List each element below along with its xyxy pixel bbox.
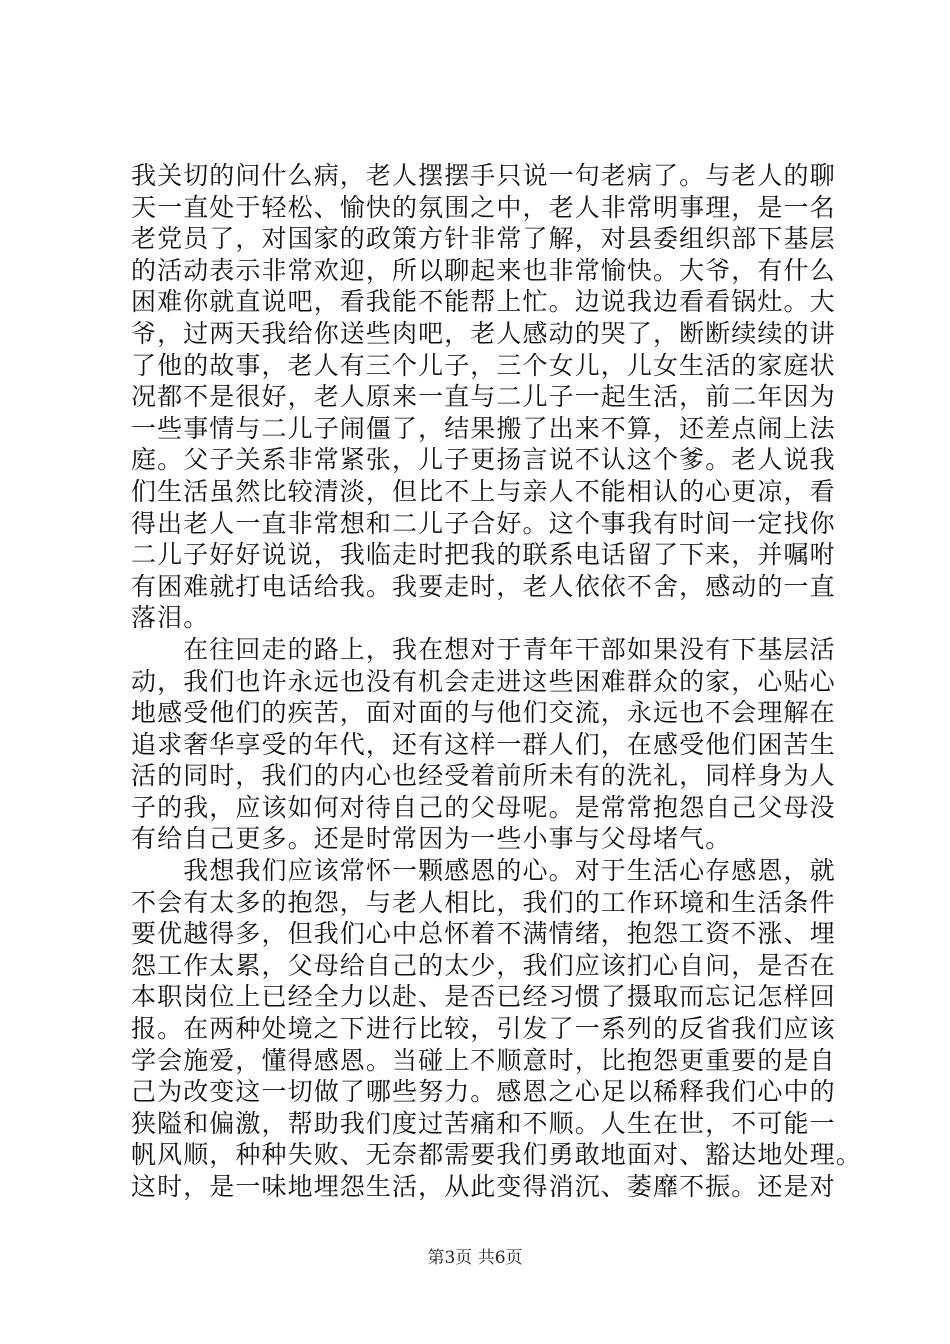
text-line: 天一直处于轻松、愉快的氛围之中，老人非常明事理，是一名 (131, 192, 836, 222)
text-line: 了他的故事，老人有三个儿子，三个女儿，儿女生活的家庭状 (131, 350, 836, 380)
text-line: 本职岗位上已经全力以赴、是否已经习惯了摄取而忘记怎样回 (131, 982, 836, 1012)
text-line: 一些事情与二儿子闹僵了，结果搬了出来不算，还差点闹上法 (131, 413, 836, 443)
text-line: 这时，是一味地埋怨生活，从此变得消沉、萎靡不振。还是对 (131, 1172, 836, 1201)
text-line: 的活动表示非常欢迎，所以聊起来也非常愉快。大爷，有什么 (131, 255, 836, 285)
text-line: 我想我们应该常怀一颗感恩的心。对于生活心存感恩，就 (131, 856, 836, 886)
text-line: 追求奢华享受的年代，还有这样一群人们，在感受他们困苦生 (131, 729, 836, 759)
text-line: 在往回走的路上，我在想对于青年干部如果没有下基层活 (131, 634, 836, 664)
text-line: 活的同时，我们的内心也经受着前所未有的洗礼，同样身为人 (131, 761, 836, 791)
text-line: 老党员了，对国家的政策方针非常了解，对县委组织部下基层 (131, 224, 836, 254)
text-line: 我关切的问什么病，老人摆摆手只说一句老病了。与老人的聊 (131, 161, 836, 190)
text-line: 得出老人一直非常想和二儿子合好。这个事我有时间一定找你 (131, 508, 836, 538)
text-line: 动，我们也许永远也没有机会走进这些困难群众的家，心贴心 (131, 666, 836, 696)
text-line: 困难你就直说吧，看我能不能帮上忙。边说我边看看锅灶。大 (131, 287, 836, 317)
text-line: 落泪。 (131, 603, 210, 633)
text-line: 子的我，应该如何对待自己的父母呢。是常常抱怨自己父母没 (131, 792, 836, 822)
text-line: 二儿子好好说说，我临走时把我的联系电话留了下来，并嘱咐 (131, 540, 836, 570)
text-line: 爷，过两天我给你送些肉吧，老人感动的哭了，断断续续的讲 (131, 318, 836, 348)
text-line: 怨工作太累，父母给自己的太少，我们应该扪心自问，是否在 (131, 950, 836, 980)
text-line: 们生活虽然比较清淡，但比不上与亲人不能相认的心更凉，看 (131, 476, 836, 506)
text-line: 己为改变这一切做了哪些努力。感恩之心足以稀释我们心中的 (131, 1077, 836, 1107)
text-line: 狭隘和偏激，帮助我们度过苦痛和不顺。人生在世，不可能一 (131, 1108, 836, 1138)
text-line: 有困难就打电话给我。我要走时，老人依依不舍，感动的一直 (131, 571, 836, 601)
text-line: 地感受他们的疾苦，面对面的与他们交流，永远也不会理解在 (131, 698, 836, 728)
text-line: 不会有太多的抱怨，与老人相比，我们的工作环境和生活条件 (131, 887, 836, 917)
text-line: 况都不是很好，老人原来一直与二儿子一起生活，前二年因为 (131, 382, 836, 412)
body-text (131, 160, 862, 1203)
text-line: 报。在两种处境之下进行比较，引发了一系列的反省我们应该 (131, 1014, 836, 1044)
text-line: 要优越得多，但我们心中总怀着不满情绪，抱怨工资不涨、埋 (131, 919, 836, 949)
text-line: 学会施爱，懂得感恩。当碰上不顺意时，比抱怨更重要的是自 (131, 1045, 836, 1075)
text-line: 庭。父子关系非常紧张，儿子更扬言说不认这个爹。老人说我 (131, 445, 836, 475)
page-number-footer: 第3页 共6页 (427, 1248, 523, 1268)
text-line: 帆风顺，种种失败、无奈都需要我们勇敢地面对、豁达地处理。 (131, 1140, 862, 1170)
text-line: 有给自己更多。还是时常因为一些小事与父母堵气。 (131, 824, 732, 854)
